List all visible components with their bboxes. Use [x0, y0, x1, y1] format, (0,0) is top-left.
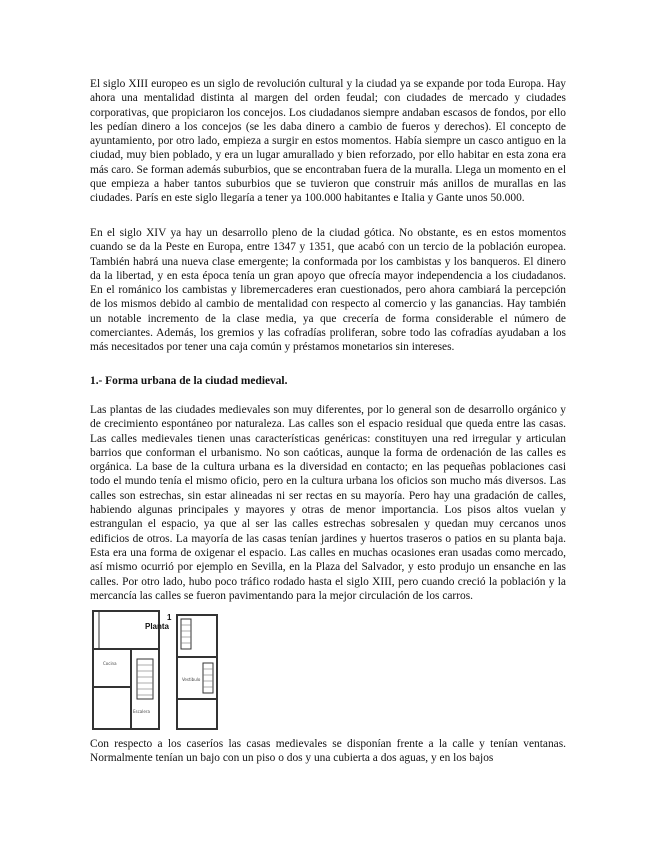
paragraph: En el siglo XIV ya hay un desarrollo pleno de la ciudad gótica. No obstante, es en estos momentos cuando se da la Peste en Europa, entre 1347 y 1351, que acabó con un tercio de la población europea. También habrá una nueva clase emergente; la conformada por los cambistas y los banqueros. El dinero da la libertad, y en esta época tenía un gran apoyo que ofrecía mayor independencia a los ciudadanos. En el románico los cambistas y libremercaderes eran cuestionados, pero ahora cambiará la percepción de los mismos debido al cambio de mentalidad con respecto al comercio y las ganancias. Hay también un notable incremento de la clase media, ya que crecería de forma considerable el número de comerciantes. Además, los gremios y las cofradías proliferan, sobre todo las cofradías ayudaban a los más necesitados por tener una caja común y préstamos monetarios sin intereses. [90, 227, 566, 354]
floor-plan-figure [91, 609, 247, 731]
svg-text:Cocina: Cocina [103, 661, 117, 666]
section-heading: 1.- Forma urbana de la ciudad medieval. [90, 375, 288, 387]
svg-text:Escalera: Escalera [133, 709, 150, 714]
figure-caption: Planta [145, 622, 170, 631]
figure-number: 1 [167, 613, 172, 622]
paragraph: Las plantas de las ciudades medievales son muy diferentes, por lo general son de desarrollo orgánico y de crecimiento espontáneo por naturaleza. Las calles son el espacio residual que queda entre las casas. Las calles medievales tienen unas características genéricas: constituyen una red irregular y articulan barrios que conforman el urbanismo. No son caóticas, aunque la forma de ordenación de las calles es orgánica. La base de la cultura urbana es la diversidad en contacto; en las pequeñas poblaciones casi todo el mundo tenía el mismo oficio, pero en la cultura urbana los oficios son mucho más diversos. Las calles son estrechas, sin estar alineadas ni ser rectas en su mayoría. Pero hay una gradación de calles, habiendo algunas principales y mayores y otras de menor importancia. Los pisos altos vuelan y estrangulan el espacio, ya que al ser las calles estrechas sobresalen y quedan muy cercanos unos edificios de otros. La mayoría de las casas tenían jardines y huertos traseros o patios en su planta baja. Esta era una forma de oxigenar el espacio. Las calles en muchas ocasiones eran usadas como mercado, así mismo ocurrió por ejemplo en Sevilla, en la Plaza del Salvador, y esto produjo un ensanche en las calles. Por otro lado, hubo poco tráfico rodado hasta el siglo XIII, pero cuando creció la población y la mercancía las calles se fueron pavimentando para la mejor circulación de los carros. [90, 404, 566, 602]
paragraph: El siglo XIII europeo es un siglo de revolución cultural y la ciudad ya se expande por toda Europa. Hay ahora una mentalidad distinta al margen del orden feudal; con ciudades de mercado y ciudades corporativas, que propiciaron los concejos. Los ciudadanos siempre andaban escasos de fondos, por ello les pedían dinero a los concejos (se les daba dinero a cambio de fueros y derechos). El concepto de ayuntamiento, por otro lado, empieza a surgir en estos momentos. Había siempre un casco antiguo en la ciudad, muy bien poblado, y era un lugar amurallado y bien reforzado, por ello habitar en esta zona era más caro. Se forman además suburbios, que se encontraban fuera de la muralla. Llega un momento en el que empieza a haber tantos suburbios que se tuvieron que construir más anillos de murallas en las ciudades. París en este siglo llegaría a tener ya 100.000 habitantes e Italia y Gante unos 50.000. [90, 78, 566, 205]
svg-text:Vestibulo: Vestibulo [182, 677, 201, 682]
paragraph: Con respecto a los caseríos las casas medievales se disponían frente a la calle y tenían ventanas. Normalmente tenían un bajo con un piso o dos y una cubierta a dos aguas, y en los bajos [90, 738, 566, 765]
